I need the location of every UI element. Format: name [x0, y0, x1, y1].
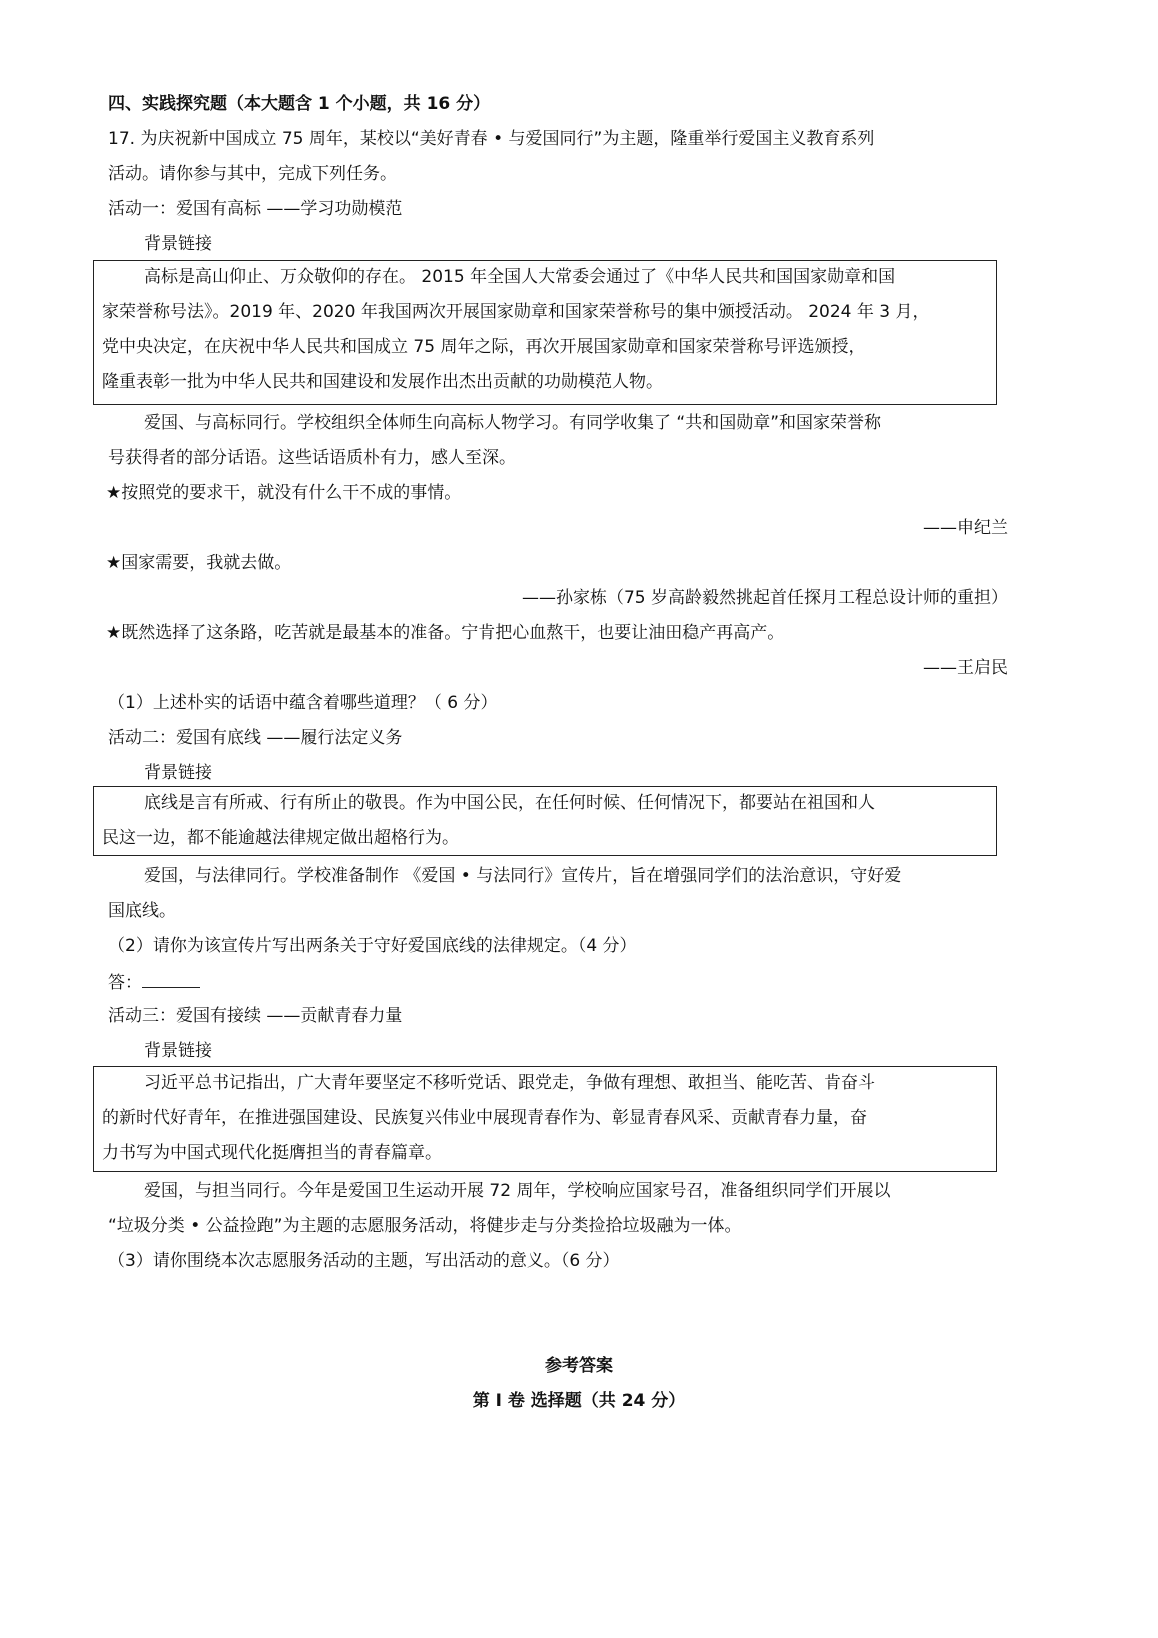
activity-3-background-label: 背景链接	[144, 1041, 212, 1061]
activity-1-box-line-4: 隆重表彰一批为中华人民共和国建设和发展作出杰出贡献的功勋模范人物。	[102, 372, 663, 392]
activity-1-paragraph-line-2: 号获得者的部分话语。这些话语质朴有力，感人至深。	[108, 448, 516, 468]
activity-2-box-line-1: 底线是言有所戒、行有所止的敬畏。作为中国公民，在任何时候、任何情况下，都要站在祖国和人	[144, 793, 875, 813]
activity-3-title: 活动三：爱国有接续 ——贡献青春力量	[108, 1006, 403, 1026]
activity-3-paragraph-line-2: “垃圾分类 • 公益捡跑”为主题的志愿服务活动，将健步走与分类捡拾垃圾融为一体。	[108, 1216, 742, 1236]
quote-3-author: ——王启民	[923, 658, 1008, 678]
activity-2-paragraph-line-2: 国底线。	[108, 901, 176, 921]
answers-subtitle: 第 I 卷 选择题（共 24 分）	[472, 1391, 686, 1411]
question-intro-line-2: 活动。请你参与其中，完成下列任务。	[108, 164, 397, 184]
answer-label: 答：	[108, 973, 142, 993]
activity-1-background-label: 背景链接	[144, 234, 212, 254]
activity-1-paragraph-line-1: 爱国、与高标同行。学校组织全体师生向高标人物学习。有同学收集了 “共和国勋章”和国家荣誉称	[144, 413, 882, 433]
activity-3-box-line-3: 力书写为中国式现代化挺膺担当的青春篇章。	[102, 1143, 442, 1163]
activity-2-box-line-2: 民这一边，都不能逾越法律规定做出超格行为。	[102, 828, 459, 848]
quote-2: ★国家需要，我就去做。	[106, 553, 292, 573]
quote-1-author: ——申纪兰	[923, 518, 1008, 538]
activity-1-title: 活动一：爱国有高标 ——学习功勋模范	[108, 199, 403, 219]
answer-blank[interactable]	[142, 969, 200, 988]
activity-2-background-label: 背景链接	[144, 763, 212, 783]
question-1: （1）上述朴实的话语中蕴含着哪些道理？（ 6 分）	[108, 693, 498, 713]
question-3: （3）请你围绕本次志愿服务活动的主题，写出活动的意义。（6 分）	[108, 1251, 620, 1271]
activity-1-box-line-1: 高标是高山仰止、万众敬仰的存在。 2015 年全国人大常委会通过了《中华人民共和国国家勋章和国	[144, 267, 896, 287]
question-2: （2）请你为该宣传片写出两条关于守好爱国底线的法律规定。（4 分）	[108, 936, 637, 956]
answer-row	[108, 969, 200, 995]
activity-3-paragraph-line-1: 爱国，与担当同行。今年是爱国卫生运动开展 72 周年，学校响应国家号召，准备组织同学们开展以	[144, 1181, 891, 1201]
activity-3-box-line-1: 习近平总书记指出，广大青年要坚定不移听党话、跟党走，争做有理想、敢担当、能吃苦、肯奋斗	[144, 1073, 875, 1093]
activity-1-background-box	[93, 260, 997, 405]
activity-3-box-line-2: 的新时代好青年，在推进强国建设、民族复兴伟业中展现青春作为、彰显青春风采、贡献青春力量，奋	[102, 1108, 867, 1128]
activity-1-box-line-2: 家荣誉称号法》。2019 年、2020 年我国两次开展国家勋章和国家荣誉称号的集中颁授活动。 2024 年 3 月，	[102, 302, 930, 322]
quote-2-author: ——孙家栋（75 岁高龄毅然挑起首任探月工程总设计师的重担）	[521, 588, 1008, 608]
quote-1: ★按照党的要求干，就没有什么干不成的事情。	[106, 483, 462, 503]
activity-1-box-line-3: 党中央决定，在庆祝中华人民共和国成立 75 周年之际，再次开展国家勋章和国家荣誉称号评选颁授，	[102, 337, 866, 357]
activity-2-background-box	[93, 786, 997, 856]
activity-2-title: 活动二：爱国有底线 ——履行法定义务	[108, 728, 403, 748]
quote-3: ★既然选择了这条路，吃苦就是最基本的准备。宁肯把心血熬干，也要让油田稳产再高产。	[106, 623, 785, 643]
question-intro-line-1: 17. 为庆祝新中国成立 75 周年，某校以“美好青春 • 与爱国同行”为主题，隆重举行爱国主义教育系列	[108, 129, 875, 149]
activity-2-paragraph-line-1: 爱国，与法律同行。学校准备制作 《爱国 • 与法同行》宣传片，旨在增强同学们的法治意识，守好爱	[144, 866, 902, 886]
activity-3-background-box	[93, 1066, 997, 1172]
answers-title: 参考答案	[545, 1356, 613, 1376]
section-heading: 四、实践探究题（本大题含 1 个小题，共 16 分）	[108, 94, 491, 114]
